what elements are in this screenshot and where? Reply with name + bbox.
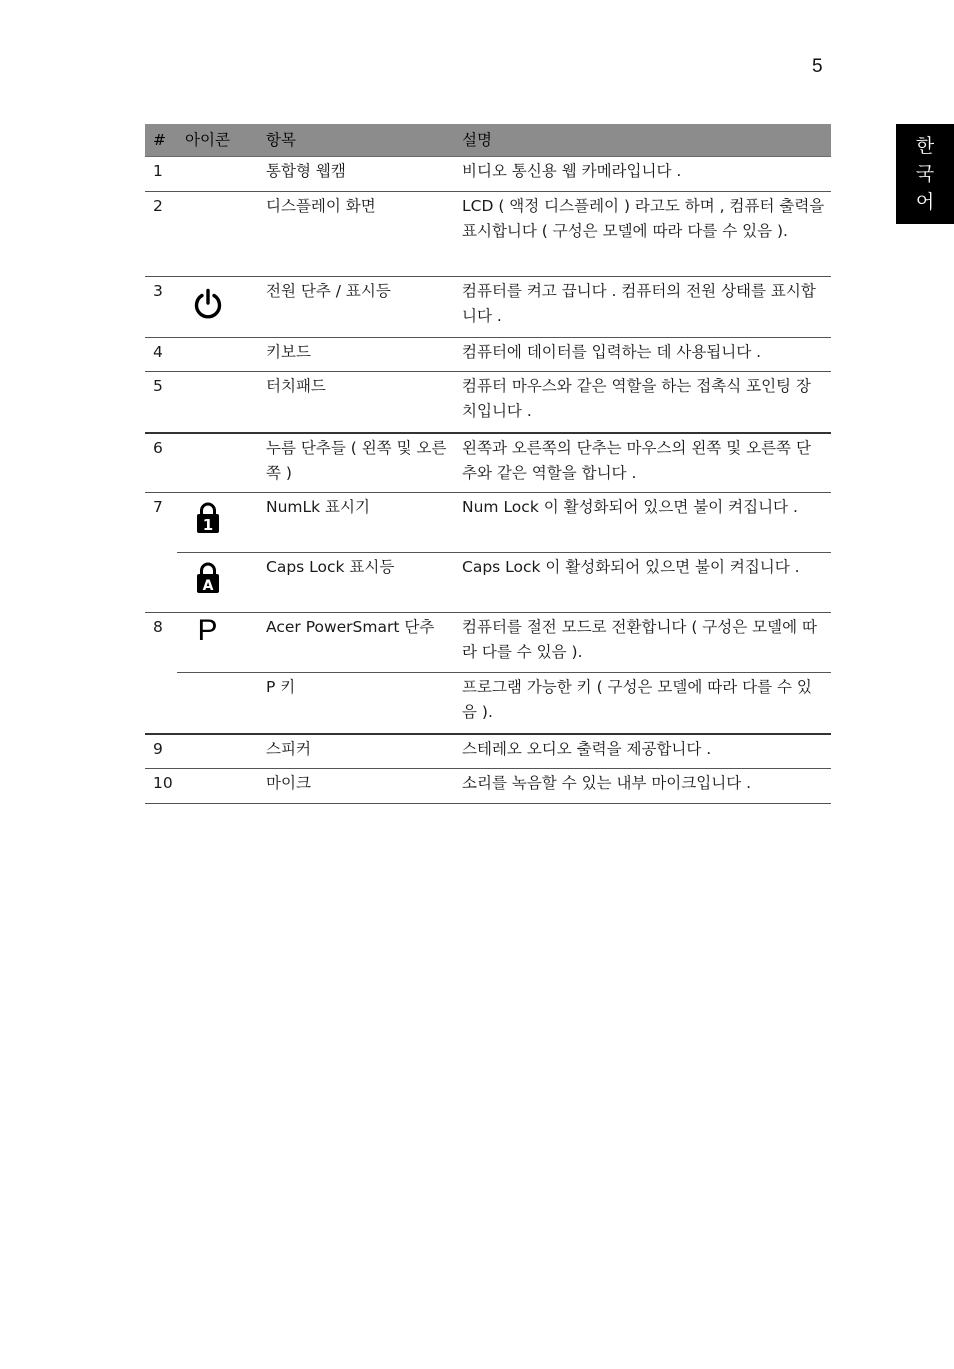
row-desc: 프로그램 가능한 키 ( 구성은 모델에 따라 다를 수 있음 ).: [454, 673, 831, 734]
table-row: [145, 553, 831, 613]
row-item: 디스플레이 화면: [258, 192, 454, 277]
header-item: 항목: [258, 124, 454, 157]
table-row: [145, 768, 831, 803]
row-icon-cell: [177, 768, 258, 803]
table-header-row: [145, 124, 831, 157]
svg-text:1: 1: [202, 516, 213, 534]
row-icon-cell: [177, 553, 258, 613]
row-num: 5: [145, 372, 177, 433]
row-item: 터치패드: [258, 372, 454, 433]
table-row: [145, 277, 831, 338]
header-icon: 아이콘: [177, 124, 258, 157]
language-tab: [896, 124, 954, 224]
row-icon-cell: [177, 372, 258, 433]
row-item: 전원 단추 / 표시등: [258, 277, 454, 338]
language-tab-char: 국: [915, 163, 935, 185]
language-tab-char: 한: [915, 135, 935, 157]
row-desc: 스테레오 오디오 출력을 제공합니다 .: [454, 734, 831, 769]
table-row: [145, 613, 831, 673]
page-number: 5: [812, 56, 823, 77]
row-item: NumLk 표시기: [258, 493, 454, 553]
row-icon-cell: [177, 673, 258, 734]
table-row: [145, 372, 831, 433]
table-row: [145, 493, 831, 553]
row-num: 2: [145, 192, 177, 277]
row-icon-cell: [177, 613, 258, 673]
header-num: #: [145, 124, 177, 157]
row-icon-cell: [177, 157, 258, 192]
numlock-icon: [194, 501, 222, 543]
row-num: 7: [153, 498, 163, 516]
row-num: 4: [145, 338, 177, 372]
row-icon-cell: [177, 734, 258, 769]
row-desc: 컴퓨터 마우스와 같은 역할을 하는 접촉식 포인팅 장치입니다 .: [454, 372, 831, 433]
power-icon: [191, 287, 225, 329]
row-item: 마이크: [258, 768, 454, 803]
row-desc: 컴퓨터를 절전 모드로 전환합니다 ( 구성은 모델에 따라 다를 수 있음 ).: [454, 613, 831, 673]
row-desc: Num Lock 이 활성화되어 있으면 불이 켜집니다 .: [454, 493, 831, 553]
row-icon-cell: [177, 338, 258, 372]
row-item: 키보드: [258, 338, 454, 372]
row-item: 통합형 웹캠: [258, 157, 454, 192]
row-item: 누름 단추들 ( 왼쪽 및 오른쪽 ): [258, 433, 454, 493]
language-tab-char: 어: [915, 191, 935, 213]
header-desc: 설명: [454, 124, 831, 157]
table-row: [145, 433, 831, 493]
row-num: 10: [145, 768, 177, 803]
row-desc: Caps Lock 이 활성화되어 있으면 불이 켜집니다 .: [454, 553, 831, 613]
row-desc: 왼쪽과 오른쪽의 단추는 마우스의 왼쪽 및 오른쪽 단추와 같은 역할을 합니다 .: [454, 433, 831, 493]
row-icon-cell: [177, 277, 258, 338]
row-desc: LCD ( 액정 디스플레이 ) 라고도 하며 , 컴퓨터 출력을 표시합니다 ( 구성은 모델에 따라 다를 수 있음 ).: [454, 192, 831, 277]
row-num: 8: [153, 618, 163, 636]
row-icon-cell: [177, 192, 258, 277]
table-row: [145, 673, 831, 734]
table-row: [145, 338, 831, 372]
row-icon-cell: [177, 433, 258, 493]
component-table: [145, 124, 831, 804]
row-num: 9: [145, 734, 177, 769]
p-key-icon: P: [197, 614, 218, 647]
row-desc: 컴퓨터에 데이터를 입력하는 데 사용됩니다 .: [454, 338, 831, 372]
row-item: 스피커: [258, 734, 454, 769]
table-row: [145, 192, 831, 277]
row-num-empty: [145, 673, 177, 734]
row-icon-cell: [177, 493, 258, 553]
row-desc: 비디오 통신용 웹 카메라입니다 .: [454, 157, 831, 192]
row-num: 3: [145, 277, 177, 338]
row-item: Acer PowerSmart 단추: [258, 613, 454, 673]
capslock-icon: [194, 561, 222, 603]
svg-text:A: A: [202, 578, 213, 594]
row-item: Caps Lock 표시등: [258, 553, 454, 613]
table-row: [145, 157, 831, 192]
row-num: 6: [145, 433, 177, 493]
table-row: [145, 734, 831, 769]
row-desc: 소리를 녹음할 수 있는 내부 마이크입니다 .: [454, 768, 831, 803]
row-desc: 컴퓨터를 켜고 끕니다 . 컴퓨터의 전원 상태를 표시합니다 .: [454, 277, 831, 338]
row-num: 1: [145, 157, 177, 192]
row-num-empty: [145, 553, 177, 613]
row-item: P 키: [258, 673, 454, 734]
